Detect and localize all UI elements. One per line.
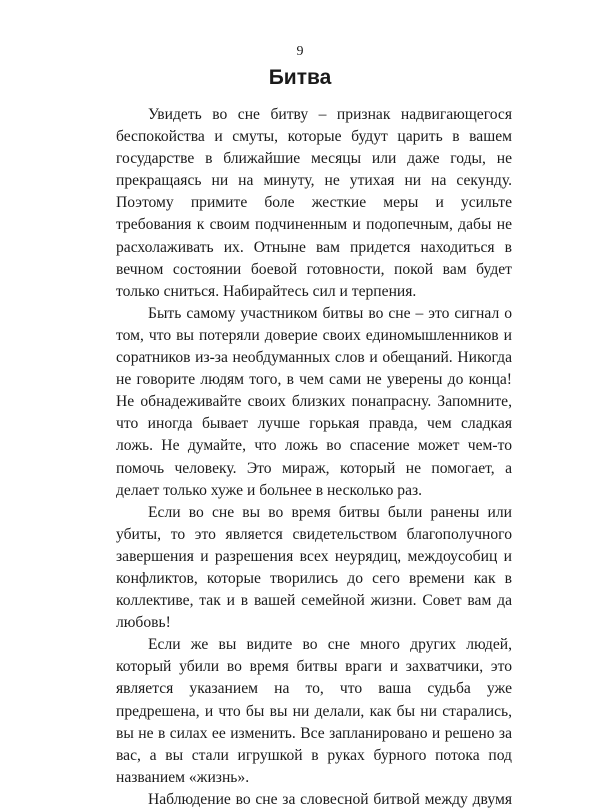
paragraph: Если во сне вы во время битвы были ранены или убиты, то это является свидетельством благополучного завершения и разрешения всех неурядиц, междоусобиц и конфликтов, которые творились до сего времени как в коллективе, так и в вашей семейной жизни. Совет вам да любовь! <box>116 503 512 632</box>
body-text <box>116 104 512 811</box>
paragraph: Наблюдение во сне за словесной битвой между двумя <box>148 790 512 808</box>
page-title: Битва <box>268 66 332 89</box>
paragraph: Если же вы видите во сне много других людей, который убили во время битвы враги и захватчики, это является указанием на то, что ваша судьба уже предрешена, и что бы вы ни делали, как бы ни старались, вы не в силах ее изменить. Все запланировано и решено за вас, а вы стали игрушкой в руках бурного потока под названием «жизнь». <box>116 636 512 786</box>
page-number: 9 <box>296 44 304 59</box>
paragraph: Увидеть во сне битву – признак надвигающегося беспокойства и смуты, которые будут царить в вашем государстве в ближайшие месяцы или даже годы, не прекращаясь ни на минуту, не утихая ни на секунду. Поэтому примите боле жесткие меры и усильте требования к своим подчиненным и подопечным, дабы не расхолаживать их. Отныне вам придется находиться в вечном состоянии боевой готовности, покой вам будет только сниться. Набирайтесь сил и терпения. <box>116 106 512 300</box>
paragraph: Быть самому участником битвы во сне – это сигнал о том, что вы потеряли доверие своих единомышленников и соратников из-за необдуманных слов и обещаний. Никогда не говорите людям того, в чем сами не уверены до конца! Не обнадеживайте своих близких понапрасну. Запомните, что иногда бывает лучше горькая правда, чем сладкая ложь. Не думайте, что ложь во спасение может чем-то помочь человеку. Это мираж, который не помогает, а делает только хуже и больнее в несколько раз. <box>116 304 512 499</box>
